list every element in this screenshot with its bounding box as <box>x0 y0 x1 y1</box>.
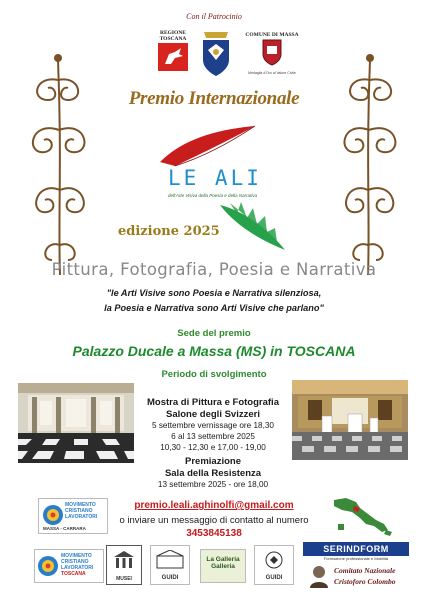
mcl-top-line2: CRISTIANO <box>65 508 93 514</box>
serinform-tagline: Formazione professionale e Mobilità <box>323 556 389 561</box>
italy-map-icon <box>326 494 400 538</box>
premiazione-date: 13 settembre 2025 - ore 18,00 <box>157 480 269 489</box>
comitato-line-1: Comitato Nazionale <box>334 566 396 575</box>
regione-toscana-crest <box>148 30 198 82</box>
guidi-building-icon <box>155 550 185 570</box>
le-ali-subtitle: dell'Arte Visiva della Poesia e della Narrativa <box>168 193 258 198</box>
mcl-bottom-line3: LAVORATORI <box>61 565 94 571</box>
guidi-2-label: GUIDI <box>265 575 283 581</box>
quote-line-1: "le Arti Visive sono Poesia e Narrativa silenziosa, <box>106 288 322 298</box>
patrocinio-label: Con il Patrocinio <box>186 12 242 21</box>
mostra-room: Salone degli Svizzeri <box>166 409 260 420</box>
green-leaf-icon <box>215 200 290 255</box>
mcl-toscana-emblem-icon <box>37 555 59 577</box>
periodo-label: Periodo di svolgimento <box>161 369 267 380</box>
edizione-label: edizione 2025 <box>118 224 220 239</box>
premiazione-title: Premiazione <box>185 456 241 467</box>
salone-photo <box>18 383 134 463</box>
contact-email-link[interactable]: premio.leali.aghinolfi@gmail.com <box>134 500 294 511</box>
mcl-bottom-line4: TOSCANA <box>61 571 86 577</box>
galleria-logo <box>200 549 246 583</box>
sala-photo <box>292 380 408 460</box>
contact-phone[interactable]: 3453845138 <box>186 528 242 539</box>
mostra-dates-2: 6 al 13 settembre 2025 <box>171 432 255 441</box>
mcl-top-line4: MASSA - CARRARA <box>43 526 86 531</box>
mcl-bottom-line1: MOVIMENTO <box>61 553 92 559</box>
museum-building-icon <box>112 549 136 571</box>
sede-label: Sede del premio <box>177 328 251 339</box>
discipline-heading: Pittura, Fotografia, Poesia e Narrativa <box>51 260 377 279</box>
right-ornament <box>333 40 408 280</box>
comune-line1: COMUNE DI MASSA <box>245 32 299 38</box>
left-ornament <box>20 40 95 280</box>
le-ali-logo: LE ALI <box>168 166 262 190</box>
mostra-title: Mostra di Pittura e Fotografia <box>147 397 279 408</box>
galleria-line2: Galleria <box>211 563 235 570</box>
comune-massa-crest <box>240 32 304 75</box>
venue-heading: Palazzo Ducale a Massa (MS) in TOSCANA <box>72 343 356 359</box>
musei-logo <box>106 545 142 585</box>
mostra-dates-1: 5 settembre vernissage ore 18,30 <box>152 421 274 430</box>
massa-crest-icon <box>200 30 232 83</box>
colombo-portrait-icon <box>308 564 330 588</box>
mcl-toscana-logo <box>34 549 104 583</box>
musei-label: MUSEI <box>116 576 132 582</box>
comune-line2: Medaglia d'Oro al Valore Civile <box>248 71 296 75</box>
guidi-logo-2 <box>254 545 294 585</box>
mostra-hours: 10,30 - 12,30 e 17,00 - 19,00 <box>160 443 266 452</box>
guidi-2-icon <box>260 550 288 570</box>
mcl-top-line1: MOVIMENTO <box>65 502 96 508</box>
serinform-logo <box>303 542 409 562</box>
comune-shield-icon <box>261 38 283 66</box>
regione-line1: REGIONE <box>160 30 186 36</box>
mcl-top-line3: LAVORATORI <box>65 514 98 520</box>
quote-line-2: la Poesia e Narrativa sono Arti Visive che parlano" <box>104 303 324 313</box>
guidi-1-label: GUIDI <box>161 575 179 581</box>
pegasus-flag-icon <box>157 42 189 72</box>
premiazione-room: Sala della Resistenza <box>164 468 262 479</box>
galleria-line1: La Galleria <box>206 556 240 563</box>
serinform-name: SERINDFORM <box>303 542 409 556</box>
regione-line2: TOSCANA <box>159 36 187 42</box>
mcl-bottom-line2: CRISTIANO <box>61 559 89 565</box>
premio-title: Premio Internazionale <box>128 88 300 109</box>
contact-message: o inviare un messaggio di contatto al numero <box>119 515 309 526</box>
red-leaf-icon <box>155 122 265 170</box>
guidi-logo-1 <box>150 545 190 585</box>
comitato-line-2: Cristoforo Colombo <box>334 577 396 586</box>
